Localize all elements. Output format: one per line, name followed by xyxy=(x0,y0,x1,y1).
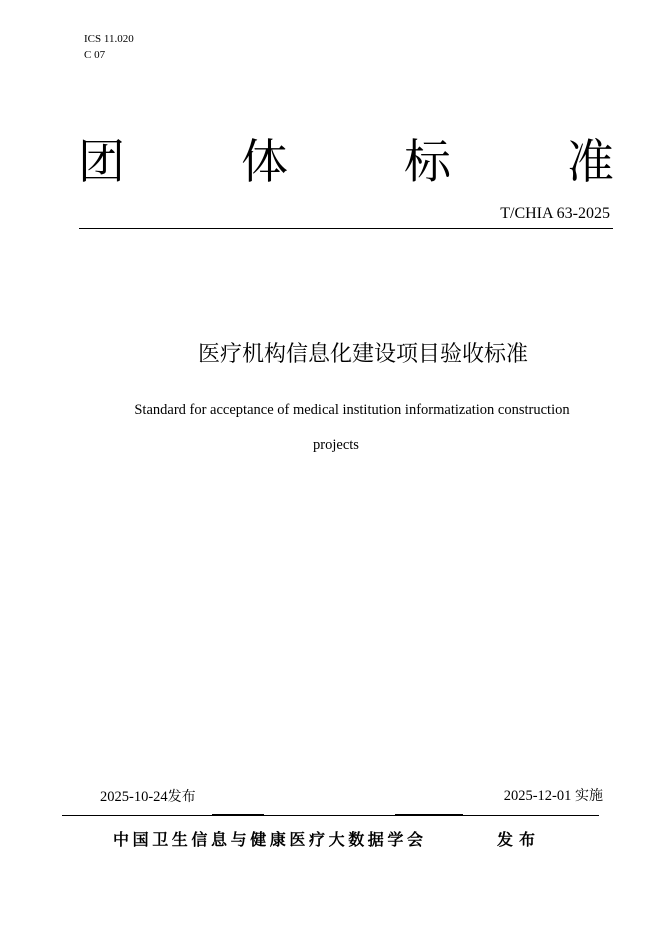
doc-type-char-4: 准 xyxy=(567,135,614,190)
ics-code: ICS 11.020 xyxy=(84,33,134,45)
implementation-date xyxy=(504,786,603,806)
title-chinese: 医疗机构信息化建设项目验收标准 xyxy=(197,342,528,367)
footer-divider xyxy=(62,815,599,816)
document-type-heading xyxy=(78,136,614,190)
publisher-name: 中国卫生信息与健康医疗大数据学会 xyxy=(113,830,427,849)
issue-date-value: 2025-10-24 xyxy=(100,789,168,805)
standard-number: T/CHIA 63-2025 xyxy=(500,205,610,222)
footer-divider-accent xyxy=(395,814,463,816)
doc-type-char-1: 团 xyxy=(78,135,125,190)
issue-date-label: 发布 xyxy=(167,789,196,805)
title-english-line2: projects xyxy=(313,437,359,453)
issue-date xyxy=(100,787,196,807)
footer-divider-accent xyxy=(212,814,264,816)
doc-type-char-3: 标 xyxy=(404,135,451,190)
implementation-date-value: 2025-12-01 xyxy=(503,788,572,804)
ccs-code: C 07 xyxy=(84,49,106,61)
title-english-line1: Standard for acceptance of medical institution informatization construction xyxy=(134,402,570,418)
doc-type-char-2: 体 xyxy=(241,135,288,190)
header-divider xyxy=(79,228,613,229)
publish-label: 发布 xyxy=(497,830,542,849)
implementation-date-label: 实施 xyxy=(575,788,603,804)
